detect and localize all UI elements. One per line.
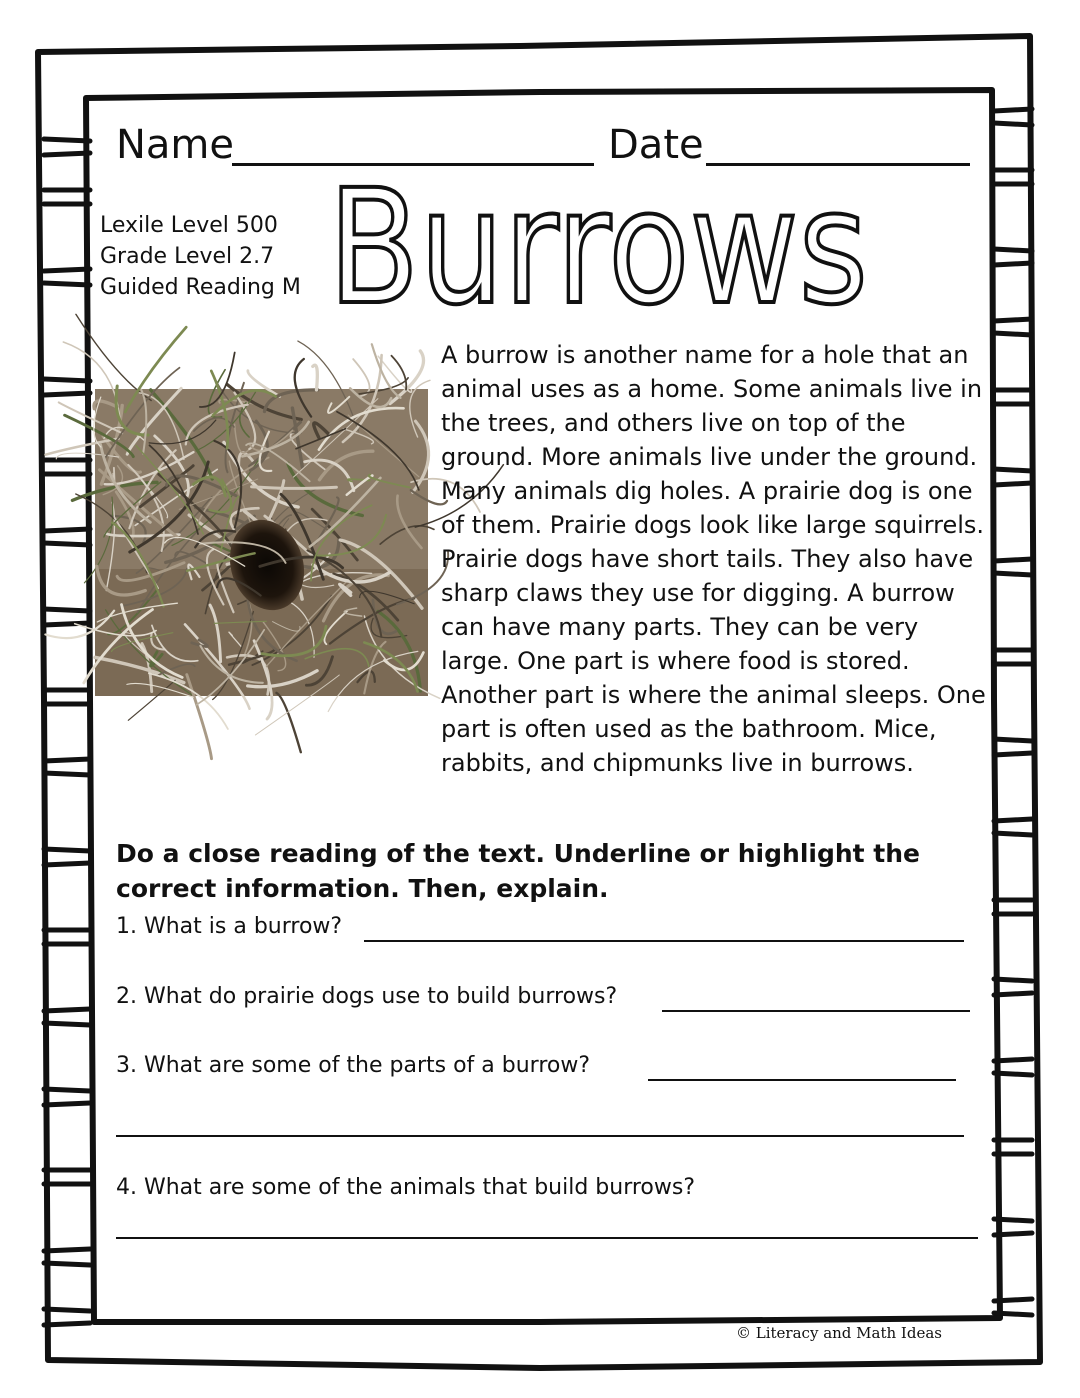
answer-line-3[interactable]	[648, 1079, 956, 1081]
reading-passage: A burrow is another name for a hole that an animal uses as a home. Some animals live in the trees, and others live on top of the ground. More animals live under the ground. Many animals dig holes. A prairie dog is one of them. Prairie dogs look like large squirrels. Prairie dogs have short tails. They also have sharp claws they use for digging. A burrow can have many parts. They can be very large. One part is where food is stored. Another part is where the animal sleeps. One part is often used as the bathroom. Mice, rabbits, and chipmunks live in burrows.	[441, 341, 986, 777]
answer-line-4[interactable]	[116, 1237, 978, 1239]
burrow-photo	[95, 389, 428, 696]
title-text: Burrows	[328, 156, 868, 340]
page-title	[328, 156, 888, 340]
question-1: 1. What is a burrow?	[116, 914, 343, 939]
answer-line-2[interactable]	[662, 1010, 970, 1012]
question-4: 4. What are some of the animals that build burrows?	[116, 1175, 696, 1200]
guided-reading-level: Guided Reading M	[100, 275, 301, 300]
copyright-notice: © Literacy and Math Ideas	[736, 1324, 942, 1342]
lexile-level: Lexile Level 500	[100, 213, 278, 238]
instructions: Do a close reading of the text. Underline or highlight the correct information. Then, explain.	[116, 839, 921, 903]
answer-line-3b[interactable]	[116, 1135, 964, 1137]
question-2: 2. What do prairie dogs use to build burrows?	[116, 984, 618, 1009]
grade-level: Grade Level 2.7	[100, 244, 275, 269]
answer-line-1[interactable]	[364, 940, 964, 942]
date-label: Date	[608, 122, 704, 168]
question-3: 3. What are some of the parts of a burrow?	[116, 1053, 591, 1078]
reading-levels	[100, 210, 301, 303]
name-label: Name	[116, 122, 235, 168]
